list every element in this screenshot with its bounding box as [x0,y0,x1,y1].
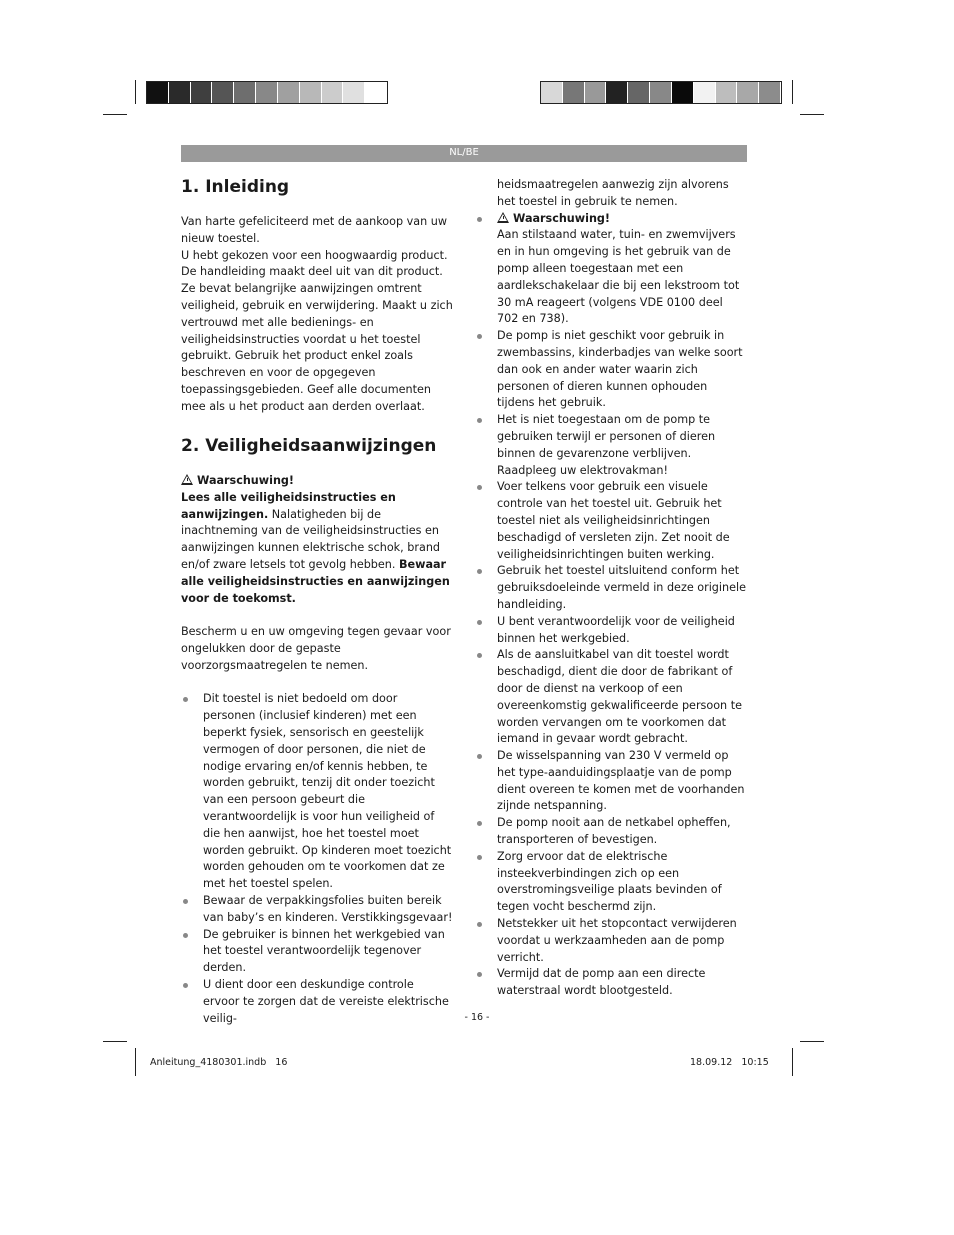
color-swatch [650,82,672,103]
paragraph: U hebt gekozen voor een hoogwaardig product. De handleiding maakt deel uit van dit product. Ze bevat belangrijke aanwijzingen omtrent veiligheid, gebruik en verwijdering. Maakt u zich vertrouwd met alle bedienings- en veiligheidsinstructies voordat u het toestel gebruikt. Gebruik het product enkel zoals beschreven en voor de opgegeven toepassingsgebieden. Geef alle documenten mee als u het product aan derden overlaat. [181,248,453,413]
intro-paragraph: Bescherm u en uw omgeving tegen gevaar voor ongelukken door de gepaste voorzorgsmaatregelen te nemen. [181,625,451,672]
crop-mark [792,1048,793,1076]
warning-triangle-icon [181,474,193,485]
list-item: Als de aansluitkabel van dit toestel wordt beschadigd, dient die door de fabrikant of door de dienst na verkoop of een overeenkomstig gekwalificeerde persoon te worden vervangen om te voorkomen dat iemand in gevaar wordt gebracht. [475,647,747,748]
color-swatch [256,82,278,103]
list-item: Gebruik het toestel uitsluitend conform het gebruiksdoeleinde vermeld in deze originele handleiding. [475,563,747,613]
list-item: Vermijd dat de pomp aan een directe waterstraal wordt blootgesteld. [475,966,747,1000]
warning-heading: Waarschuwing! [181,473,453,490]
continuation-text: heidsmaatregelen aanwezig zijn alvorens het toestel in gebruik te nemen. [497,178,729,208]
list-item: Dit toestel is niet bedoeld om door personen (inclusief kinderen) met een beperkt fysiek, sensorisch en geestelijk vermogen of door personen, die niet de nodige ervaring en/of kennis hebben, te worden gebruikt, tenzij dit onder toezicht van een persoon gebeurt die verantwoordelijk is voor hun veiligheid of die hen aanwijst, hoe het toestel moet worden gebruikt. Op kinderen moet toezicht worden gehouden om te voorkomen dat ze met het toestel spelen. [181,691,453,893]
color-swatch [563,82,585,103]
safety-left-column [181,473,453,1027]
list-item: U dient door een deskundige controle ervoor te zorgen dat de vereiste elektrische veilig- [181,977,453,1027]
section-title-veiligheid: 2. Veiligheidsaanwijzingen [181,436,437,456]
crop-mark [800,1041,824,1042]
paragraph: Van harte gefeliciteerd met de aankoop van uw nieuw toestel. [181,215,448,245]
warning-triangle-icon [497,212,509,223]
color-strip-right [540,81,782,104]
color-swatch [322,82,344,103]
crop-mark [792,80,793,104]
color-swatch [365,82,387,103]
list-item: De gebruiker is binnen het werkgebied van het toestel verantwoordelijk tegenover derden. [181,927,453,977]
color-swatch [585,82,607,103]
safety-right-column [475,177,747,1000]
bullet-list-left [181,691,453,1027]
crop-mark [103,1041,127,1042]
list-item-warning: Waarschuwing! Aan stilstaand water, tuin- en zwemvijvers en in hun omgeving is het gebruik van de pomp alleen toegestaan met een aardlekschakelaar die bij een lekstroom tot 30 mA reageert (volgens VDE 0100 deel 702 en 738). [475,211,747,329]
color-swatch [343,82,365,103]
color-swatch [737,82,759,103]
color-swatch [147,82,169,103]
crop-mark [800,114,824,115]
list-item: U bent verantwoordelijk voor de veiligheid binnen het werkgebied. [475,614,747,648]
list-item: De wisselspanning van 230 V vermeld op het type-aanduidingsplaatje van de pomp dient overeen te komen met de voorhanden zijnde netspanning. [475,748,747,815]
list-item: De pomp is niet geschikt voor gebruik in zwembassins, kinderbadjes van welke soort dan ook en ander water waarin zich personen of dieren kunnen ophouden tijdens het gebruik. [475,328,747,412]
color-swatch [169,82,191,103]
list-item: Zorg ervoor dat de elektrische insteekverbindingen zich op een overstromingsveilige plaats bevinden of tegen vocht beschermd zijn. [475,849,747,916]
page-number: - 16 - [464,1012,490,1023]
color-swatch [606,82,628,103]
color-swatch [672,82,694,103]
color-swatch [191,82,213,103]
file-info: Anleitung_4180301.indb 16 [150,1057,288,1068]
crop-mark [135,1048,136,1076]
list-item: De pomp nooit aan de netkabel opheffen, transporteren of bevestigen. [475,815,747,849]
color-swatch [541,82,563,103]
color-swatch [300,82,322,103]
section-title-inleiding: 1. Inleiding [181,177,290,197]
color-swatch [628,82,650,103]
list-item: Bewaar de verpakkingsfolies buiten bereik van baby’s en kinderen. Verstikkingsgevaar! [181,893,453,927]
crop-mark [103,114,127,115]
language-bar [181,145,747,162]
color-swatch [716,82,738,103]
list-item: Voer telkens voor gebruik een visuele controle van het toestel uit. Gebruik het toestel niet als veiligheidsinrichtingen beschadigd of versleten zijn. Zet nooit de veiligheidsinrichtingen buiten werking. [475,479,747,563]
color-strip-left [146,81,388,104]
crop-mark [135,80,136,104]
color-swatch [278,82,300,103]
print-datetime: 18.09.12 10:15 [690,1057,769,1068]
color-swatch [694,82,716,103]
color-swatch [234,82,256,103]
color-swatch [759,82,781,103]
warning-paragraph: Lees alle veiligheidsinstructies en aanwijzingen. Nalatigheden bij de inachtneming van de veiligheidsinstructies en aanwijzingen kunnen elektrische schok, brand en/of zware letsels tot gevolg hebben. Bewaar alle veiligheidsinstructies en aanwijzingen voor de toekomst. [181,490,450,605]
list-item: Netstekker uit het stopcontact verwijderen voordat u werkzaamheden aan de pomp verricht. [475,916,747,966]
language-label: NL/BE [449,147,479,158]
color-swatch [212,82,234,103]
list-item: Het is niet toegestaan om de pomp te gebruiken terwijl er personen of dieren binnen de gevarenzone verblijven. Raadpleeg uw elektrovakman! [475,412,747,479]
intro-text [181,214,453,416]
bullet-list-right [475,211,747,1000]
